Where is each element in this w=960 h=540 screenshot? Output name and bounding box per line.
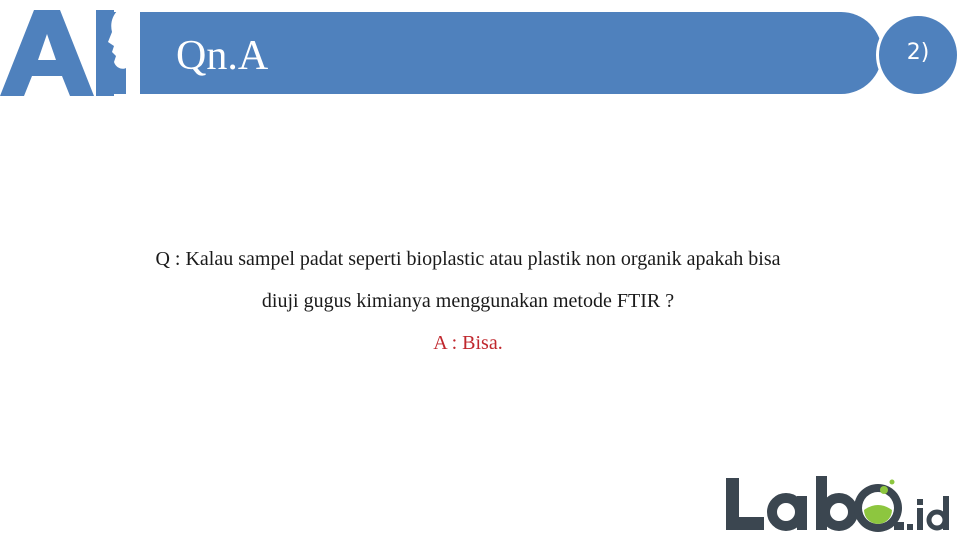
page-title: Qn.A: [176, 33, 269, 79]
question-line-1: Q : Kalau sampel padat seperti bioplastic atau plastik non organik apakah bisa: [155, 248, 781, 270]
ai-logo-letter-i: [96, 10, 114, 96]
flask-icon: [854, 480, 904, 533]
labq-logo: [724, 470, 960, 540]
page-number: 2): [906, 40, 930, 65]
ai-logo: [0, 10, 140, 96]
answer-text: A : Bisa.: [433, 332, 503, 354]
question-line-2: diuji gugus kimianya menggunakan metode FTIR ?: [261, 290, 675, 312]
